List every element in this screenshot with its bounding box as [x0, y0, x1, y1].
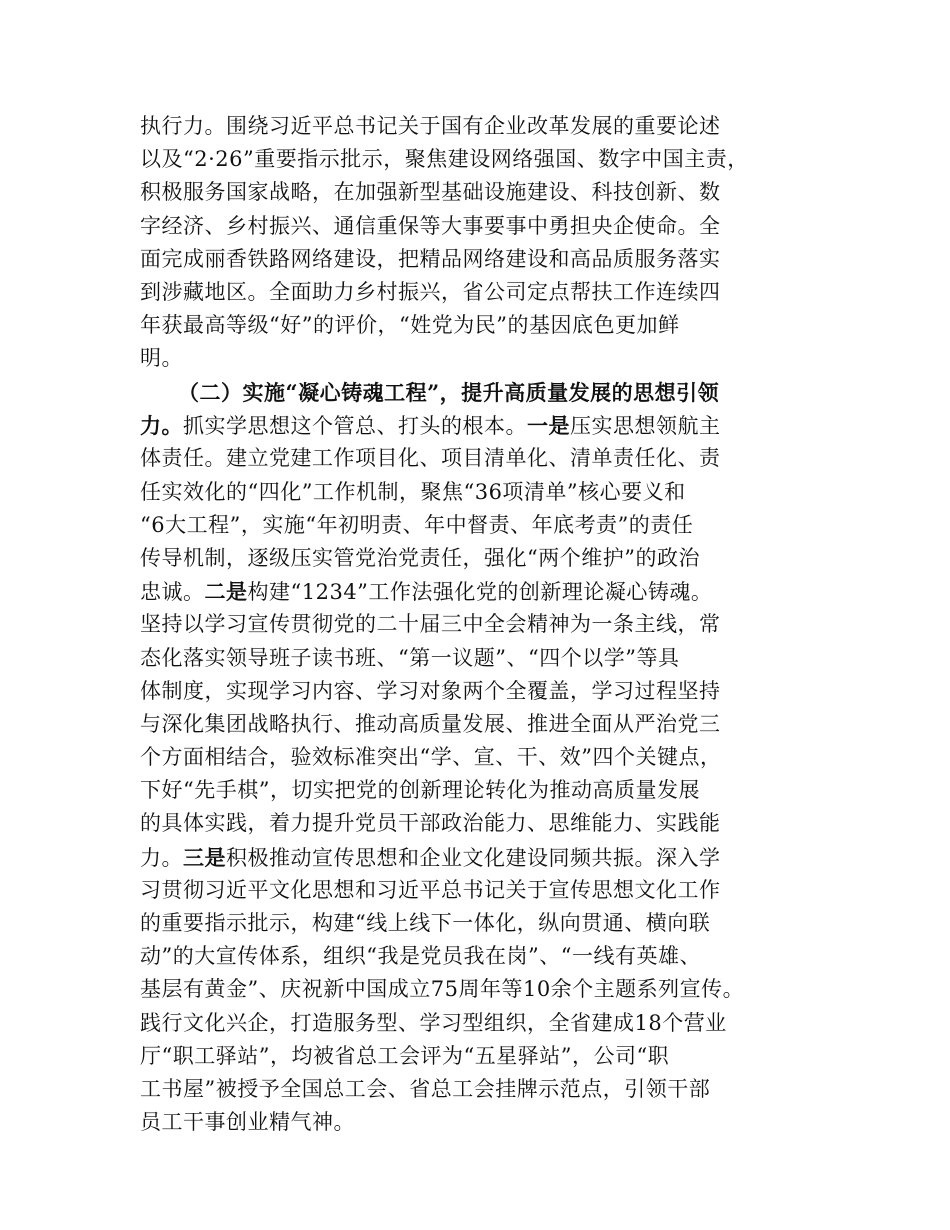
paragraph-2	[140, 376, 830, 1139]
text-line: 工书屋”被授予全国总工会、省总工会挂牌示范点，引领干部	[140, 1076, 711, 1101]
text-line: 践行文化兴企，打造服务型、学习型组织，全省建成18个营业	[140, 1010, 727, 1035]
text-line: 基层有黄金”、庆祝新中国成立75周年等10余个主题系列宣传。	[140, 977, 745, 1002]
text-segment: 构建“1234”工作法强化党的创新理论凝心铸魂。	[247, 580, 713, 605]
text-segment: 压实思想领航主	[570, 414, 721, 439]
text-line: 明。	[140, 346, 183, 371]
text-line: 动”的大宣传体系，组织“我是党员我在岗”、“一线有英雄、	[140, 944, 701, 969]
text-segment: 力。	[140, 845, 183, 870]
text-line: 厅“职工驿站”，均被省总工会评为“五星驿站”，公司“职	[140, 1043, 670, 1068]
text-segment: 抓实学思想这个管总、打头的根本。	[183, 414, 527, 439]
text-segment: 积极推动宣传思想和企业文化建设同频共振。深入学	[226, 845, 721, 870]
text-line: 习贯彻习近平文化思想和习近平总书记关于宣传思想文化工作	[140, 877, 721, 902]
text-line: 态化落实领导班子读书班、“第一议题”、“四个以学”等具	[140, 645, 680, 670]
text-segment: 忠诚。	[140, 580, 205, 605]
text-line: 积极服务国家战略，在加强新型基础设施建设、科技创新、数	[140, 180, 721, 205]
text-line: 个方面相结合，验效标准突出“学、宣、干、效”四个关键点，	[140, 745, 722, 770]
text-line: 任实效化的“四化”工作机制，聚焦“36项清单”核心要义和	[140, 479, 686, 504]
text-line: 的具体实践，着力提升党员干部政治能力、思维能力、实践能	[140, 811, 721, 836]
text-line: 传导机制，逐级压实管党治党责任，强化“两个维护”的政治	[140, 545, 700, 570]
point-marker: 三是	[183, 844, 226, 870]
text-line: 字经济、乡村振兴、通信重保等大事要事中勇担央企使命。全	[140, 213, 721, 238]
text-line	[140, 575, 830, 608]
text-line: 体制度，实现学习内容、学习对象两个全覆盖，学习过程坚持	[140, 678, 721, 703]
section-heading: （二）实施“凝心铸魂工程”，提升高质量发展的思想引领	[178, 380, 720, 405]
text-line: “6大工程”，实施“年初明责、年中督责、年底考责”的责任	[140, 512, 694, 537]
text-line	[140, 841, 830, 874]
text-line: 体责任。建立党建工作项目化、项目清单化、清单责任化、责	[140, 446, 721, 471]
point-marker: 二是	[204, 579, 248, 605]
text-line: 下好“先手棋”，切实把党的创新理论转化为推动高质量发展	[140, 778, 700, 803]
heading-end: 力。	[140, 413, 183, 439]
text-line: 员工干事创业精气神。	[140, 1110, 355, 1135]
text-line: 到涉藏地区。全面助力乡村振兴，省公司定点帮扶工作连续四	[140, 279, 721, 304]
text-line: 年获最高等级“好”的评价，“姓党为民”的基因底色更加鲜	[140, 313, 680, 338]
text-line: 与深化集团战略执行、推动高质量发展、推进全面从严治党三	[140, 711, 721, 736]
text-line: 面完成丽香铁路网络建设，把精品网络建设和高品质服务落实	[140, 246, 721, 271]
text-line: 执行力。围绕习近平总书记关于国有企业改革发展的重要论述	[140, 114, 721, 138]
paragraph-1	[140, 110, 830, 376]
text-line	[140, 409, 830, 442]
text-line: 坚持以学习宣传贯彻党的二十届三中全会精神为一条主线，常	[140, 612, 721, 637]
point-marker: 一是	[527, 413, 570, 439]
text-line: 的重要指示批示，构建“线上线下一体化，纵向贯通、横向联	[140, 911, 711, 935]
text-line: 以及“2·26”重要指示批示，聚焦建设网络强国、数字中国主责，	[140, 147, 749, 172]
